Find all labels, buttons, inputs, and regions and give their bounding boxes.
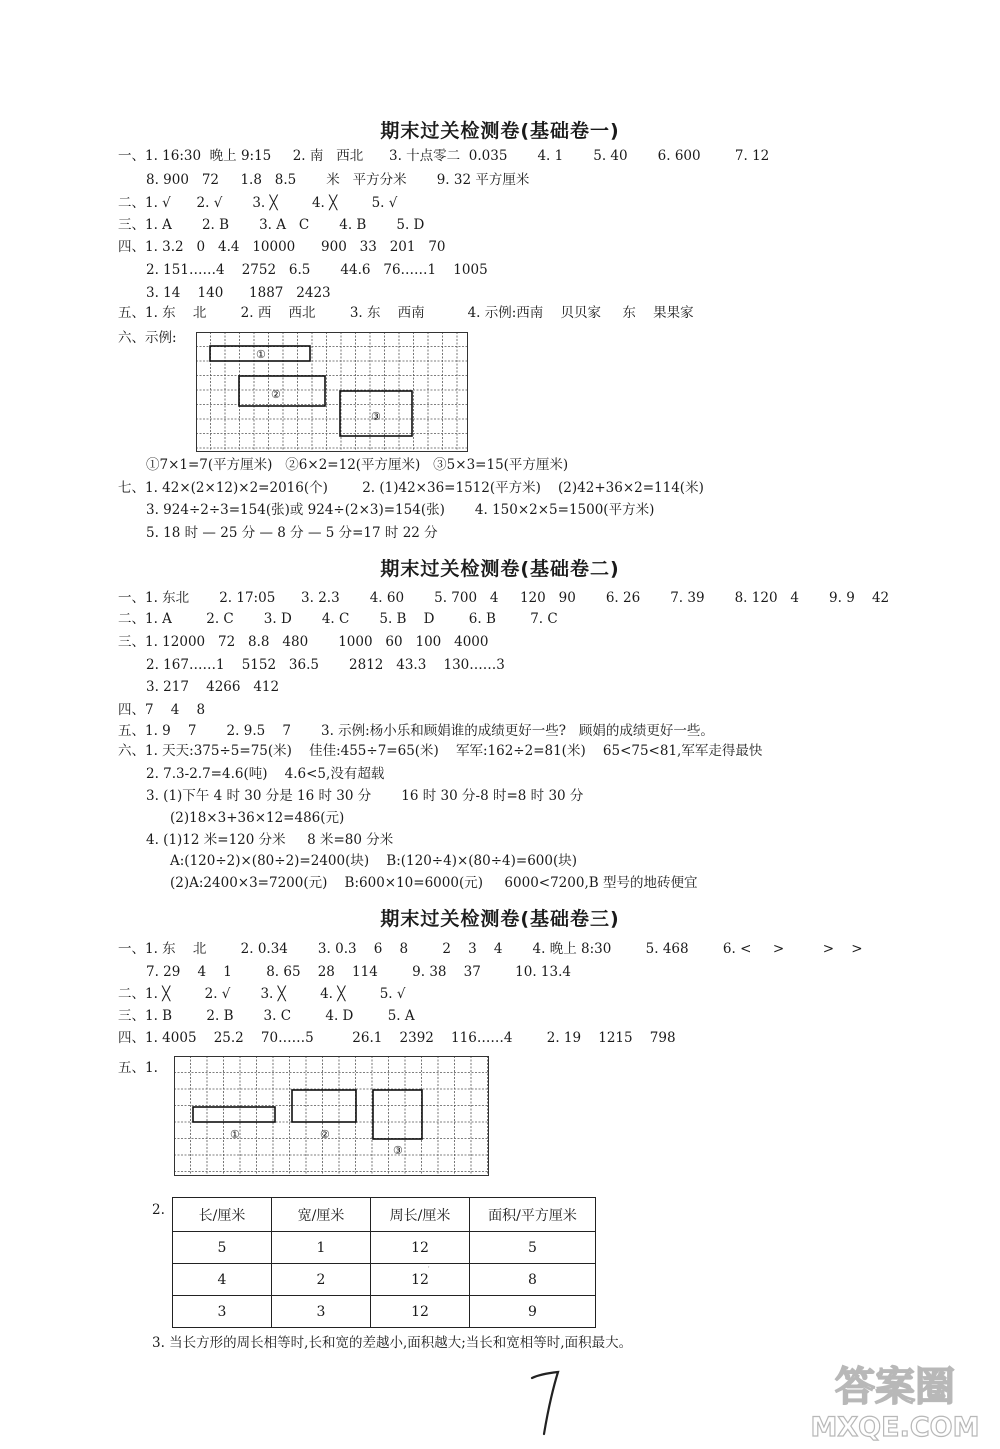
s1-line-5: 四、1. 3.2 0 4.4 10000 900 33 201 70 bbox=[118, 239, 446, 255]
table-cell: 2 bbox=[272, 1264, 371, 1296]
rectangle-shape-4 bbox=[193, 1107, 275, 1122]
grid-diagram-2 bbox=[174, 1056, 489, 1176]
s2-line-12: 4. (1)12 米=120 分米 8 米=80 分米 bbox=[146, 832, 394, 848]
rectangle-shape-2 bbox=[239, 376, 325, 406]
s2-line-2: 二、1. A 2. C 3. D 4. C 5. B D 6. B 7. C bbox=[118, 611, 558, 627]
table-cell: 12 bbox=[371, 1296, 470, 1328]
page-number bbox=[428, 1267, 568, 1438]
s1-line-11: 七、1. 42×(2×12)×2=2016(个) 2. (1)42×36=1512(平方米) (2)42+36×2=114(米) bbox=[118, 480, 704, 496]
shape-label-3: ③ bbox=[371, 410, 381, 423]
rectangle-shape-5 bbox=[292, 1090, 356, 1122]
table-cell: 5 bbox=[173, 1232, 272, 1264]
s1-line-3: 二、1. √ 2. √ 3. ╳ 4. ╳ 5. √ bbox=[118, 195, 398, 211]
s2-line-5: 3. 217 4266 412 bbox=[146, 679, 280, 695]
s2-line-14: (2)A:2400×3=7200(元) B:600×10=6000(元) 6000<7200,B 型号的地砖便宜 bbox=[170, 875, 698, 891]
table-cell: 9 bbox=[470, 1296, 596, 1328]
s3-line-2: 7. 29 4 1 8. 65 28 114 9. 38 37 10. 13.4 bbox=[146, 964, 571, 980]
table-header-width: 宽/厘米 bbox=[272, 1198, 371, 1232]
section-title-2: 期末过关检测卷(基础卷二) bbox=[380, 558, 620, 580]
table-cell: 3 bbox=[272, 1296, 371, 1328]
dimension-table bbox=[172, 1197, 596, 1328]
table-row bbox=[173, 1232, 596, 1264]
s1-line-9: 六、示例: bbox=[118, 330, 177, 346]
s2-line-6: 四、7 4 8 bbox=[118, 702, 206, 718]
shape-label-6: ③ bbox=[393, 1144, 403, 1157]
grid-diagram-1 bbox=[196, 332, 468, 452]
s2-line-1: 一、1. 东北 2. 17:05 3. 2.3 4. 60 5. 700 4 120 90 6. 26 7. 39 8. 120 4 9. 9 42 bbox=[118, 590, 890, 606]
rectangle-shape-6 bbox=[373, 1090, 422, 1139]
table-header-row bbox=[173, 1198, 596, 1232]
table-row bbox=[173, 1296, 596, 1328]
table-cell: 8 bbox=[470, 1264, 596, 1296]
section-title-3: 期末过关检测卷(基础卷三) bbox=[380, 908, 620, 930]
watermark-title: 答案圈 bbox=[835, 1364, 955, 1410]
s2-line-11: (2)18×3+36×12=486(元) bbox=[170, 810, 345, 826]
section-title-1: 期末过关检测卷(基础卷一) bbox=[380, 120, 620, 142]
s2-line-3: 三、1. 12000 72 8.8 480 1000 60 100 4000 bbox=[118, 634, 489, 650]
s1-line-6: 2. 151……4 2752 6.5 44.6 76……1 1005 bbox=[146, 262, 488, 278]
watermark-url: MXQE.COM bbox=[810, 1412, 980, 1443]
table-header-perimeter: 周长/厘米 bbox=[371, 1198, 470, 1232]
s3-line-3: 二、1. ╳ 2. √ 3. ╳ 4. ╳ 5. √ bbox=[118, 986, 406, 1002]
s2-line-7: 五、1. 9 7 2. 9.5 7 3. 示例:杨小乐和顾娟谁的成绩更好一些? 顾娟的成绩更好一些。 bbox=[118, 723, 714, 739]
s2-line-9: 2. 7.3-2.7=4.6(吨) 4.6<5,没有超载 bbox=[146, 766, 385, 782]
s1-line-4: 三、1. A 2. B 3. A C 4. B 5. D bbox=[118, 217, 425, 233]
shape-label-5: ② bbox=[320, 1128, 330, 1141]
s2-line-4: 2. 167……1 5152 36.5 2812 43.3 130……3 bbox=[146, 657, 505, 673]
shape-label-1: ① bbox=[256, 348, 266, 361]
shape-label-4: ① bbox=[230, 1128, 240, 1141]
s2-line-10: 3. (1)下午 4 时 30 分是 16 时 30 分 16 时 30 分-8 时=8 时 30 分 bbox=[146, 788, 584, 804]
s1-line-2: 8. 900 72 1.8 8.5 米 平方分米 9. 32 平方厘米 bbox=[146, 172, 530, 188]
table-cell: 4 bbox=[173, 1264, 272, 1296]
s3-line-7: 2. bbox=[152, 1202, 165, 1218]
s3-line-8: 3. 当长方形的周长相等时,长和宽的差越小,面积越大;当长和宽相等时,面积最大。 bbox=[152, 1335, 633, 1351]
table-cell: 12 bbox=[371, 1264, 470, 1296]
shape-label-2: ② bbox=[271, 388, 281, 401]
s3-line-6: 五、1. bbox=[118, 1060, 158, 1076]
s1-line-1: 一、1. 16:30 晚上 9:15 2. 南 西北 3. 十点零二 0.035 4. 1 5. 40 6. 600 7. 12 bbox=[118, 148, 770, 164]
watermark-logo bbox=[800, 1352, 990, 1442]
s1-line-10: ①7×1=7(平方厘米) ②6×2=12(平方厘米) ③5×3=15(平方厘米) bbox=[146, 457, 569, 473]
table-header-length: 长/厘米 bbox=[173, 1198, 272, 1232]
s2-line-8: 六、1. 天天:375÷5=75(米) 佳佳:455÷7=65(米) 军军:162÷2=81(米) 65<75<81,军军走得最快 bbox=[118, 743, 763, 759]
table-cell: 5 bbox=[470, 1232, 596, 1264]
s1-line-8: 五、1. 东 北 2. 西 西北 3. 东 西南 4. 示例:西南 贝贝家 东 果果家 bbox=[118, 305, 694, 321]
table-cell: 1 bbox=[272, 1232, 371, 1264]
s1-line-12: 3. 924÷2÷3=154(张)或 924÷(2×3)=154(张) 4. 150×2×5=1500(平方米) bbox=[146, 502, 655, 518]
table-header-area: 面积/平方厘米 bbox=[470, 1198, 596, 1232]
s3-line-1: 一、1. 东 北 2. 0.34 3. 0.3 6 8 2 3 4 4. 晚上 8:30 5. 468 6. < > > > bbox=[118, 941, 863, 957]
page-number-text: 7 bbox=[428, 1267, 430, 1269]
table-cell: 3 bbox=[173, 1296, 272, 1328]
s2-line-13: A:(120÷2)×(80÷2)=2400(块) B:(120÷4)×(80÷4)=600(块) bbox=[170, 853, 577, 869]
table-row bbox=[173, 1264, 596, 1296]
s3-line-4: 三、1. B 2. B 3. C 4. D 5. A bbox=[118, 1008, 415, 1024]
s1-line-7: 3. 14 140 1887 2423 bbox=[146, 285, 331, 301]
s3-line-5: 四、1. 4005 25.2 70……5 26.1 2392 116……4 2. 19 1215 798 bbox=[118, 1030, 676, 1046]
table-cell: 12 bbox=[371, 1232, 470, 1264]
s1-line-13: 5. 18 时 — 25 分 — 8 分 — 5 分=17 时 22 分 bbox=[146, 525, 438, 541]
